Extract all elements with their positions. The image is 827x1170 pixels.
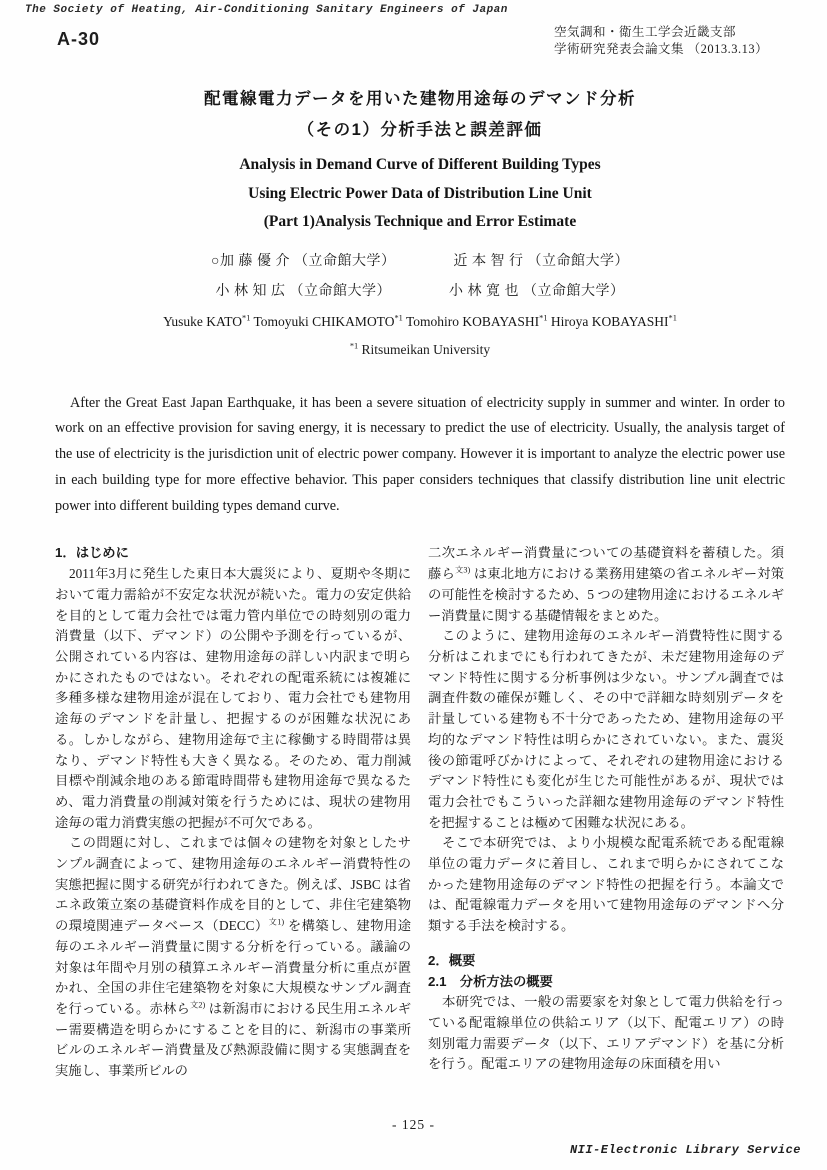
author-name: ○加 藤 優 介 （立命館大学）	[211, 253, 396, 269]
text-run: このように、建物用途毎のエネルギー消費特性に関する分析はこれまでにも行われてきたが、未だ建物用途毎のデマンド特性に関する分析事例は少ない。サンプル調査では調査件数の確保が難しく、その中で詳細な時刻別データを計量している建物も不十分であったため、建物用途毎の平均的なデマンド特性は明らかにされていない。また、震災後の節電呼びかけによって、それぞれの建物用途におけるデマンド特性にも変化が生じた可能性があるが、現状では電力会社でもこういった詳細な建物用途毎のデマンド特性を把握することは極めて困難な状況にある。	[428, 628, 784, 830]
text-run: Tomohiro KOBAYASHI	[402, 313, 540, 329]
body-paragraph	[428, 833, 784, 937]
text-run: 2.1 分析方法の概要	[428, 973, 553, 989]
text-run: そこで本研究では、より小規模な配電系統である配電線単位の電力データに着目し、これまで明らかにされてこなかった建物用途毎のデマンド特性の把握を行う。本論文では、配電線電力データを用いて建物用途毎のデマンドへ分類する手法を検討する。	[428, 835, 784, 934]
text-run: Yusuke KATO	[163, 313, 243, 329]
reference-superscript: 文1)	[268, 917, 285, 927]
text-run: 2．概要	[428, 952, 476, 968]
section-heading	[428, 951, 784, 972]
author-row	[55, 247, 785, 277]
text-run: 本研究では、一般の需要家を対象として電力供給を行っている配電線単位の供給エリア（以下、配電エリア）の時刻別電力需要データ（以下、エリアデマンド）を基に分析を行う。配電エリアの建物用途毎の床面積を用い	[428, 994, 784, 1072]
body-paragraph	[55, 833, 411, 1081]
reference-superscript: *1	[394, 313, 403, 322]
text-run: は新潟市における民生用エネルギー需要構造を明らかにすることを目的に、新潟市の事業所ビルのエネルギー消費量及び熱源設備に関する実態調査を実施し、事業所ビルの	[55, 1000, 412, 1079]
reference-superscript: 文3)	[455, 565, 471, 575]
text-run: を構築し、建物用途毎のエネルギー消費量に関する分析を行っている。議論の対象は年間や月別の積算エネルギー消費量分析に重点が置かれ、全国の非住宅建築物を対象に大規模なサンプル調査を行っている。赤林ら	[55, 918, 412, 1016]
author-name: 近 本 智 行 （立命館大学）	[453, 253, 629, 269]
author-name: 小 林 知 広 （立命館大学）	[215, 283, 391, 299]
library-service-label: NII-Electronic Library Service	[569, 1143, 801, 1157]
text-run: 二次エネルギー消費量についての基礎資料を蓄積した。須藤ら	[428, 545, 784, 582]
author-name: 小 林 寛 也 （立命館大学）	[449, 283, 625, 299]
title-english-line2: Using Electric Power Data of Distribution Line Unit	[248, 184, 592, 202]
reference-superscript: 文2)	[189, 1000, 206, 1010]
paper-body	[55, 88, 785, 1082]
left-column	[55, 543, 411, 1081]
text-run: 2011年3月に発生した東日本大震災により、夏期や冬期において電力需給が不安定な状況が続いた。電力の安定供給を目的として電力会社では電力管内単位での時刻別の電力消費量（以下、デマンド）の公開や予測を行っているが、公開されている内容は、建物用途毎の詳しい内訳まで明らかにされたものではない。それぞれの配電系統には複雑に多種多様な建物用途が混在しており、電力会社でも建物用途毎のデマンドを計量し、把握するのが困難な状況にある。しかしながら、建物用途毎で主に稼働する時間帯は異なり、デマンド特性も大きく異なる。そのため、電力削減目標や削減余地のある節電時間帯も建物用途毎で異なるため、電力消費量の削減対策を行うためには、現状の建物用途毎の電力消費実態の把握が不可欠である。	[55, 566, 411, 830]
body-paragraph	[55, 564, 411, 833]
title-english	[55, 151, 785, 237]
title-english-line3: (Part 1)Analysis Technique and Error Estimate	[263, 213, 577, 230]
body-paragraph	[428, 992, 784, 1075]
reference-superscript: *1	[539, 313, 548, 322]
title-japanese-line1: 配電線電力データを用いた建物用途毎のデマンド分析	[204, 90, 636, 108]
right-column	[428, 543, 784, 1081]
conference-branch: 空気調和・衛生工学会近畿支部	[554, 25, 737, 39]
body-paragraph	[428, 626, 784, 833]
section-heading	[428, 972, 784, 993]
paper-id: A-30	[57, 29, 101, 49]
text-run: は東北地方における業務用建築の省エネルギー対策の可能性を検討するため、5 つの建物用途におけるエネルギー消費量に関する基礎情報をまとめた。	[428, 566, 785, 623]
conference-info	[554, 24, 768, 58]
section-heading	[55, 543, 411, 564]
two-column-body	[55, 543, 785, 1081]
text-run: Hiroya KOBAYASHI	[547, 313, 669, 329]
text-run: 1．はじめに	[55, 545, 129, 561]
text-run: Ritsumeikan University	[358, 341, 491, 357]
library-scan-header: The Society of Heating, Air-Conditioning Sanitary Engineers of Japan	[25, 4, 508, 16]
text-run: この問題に対し、これまでは個々の建物を対象としたサンプル調査によって、建物用途毎のエネルギー消費特性の実態把握に関する研究が行われてきた。例えば、JSBC は省エネ政策立案の基礎資料作成を目的として、非住宅建築物の環境関連データベース（DECC）	[55, 835, 411, 934]
conference-proceedings: 学術研究発表会論文集 （2013.3.13）	[554, 42, 769, 56]
abstract-paragraph: After the Great East Japan Earthquake, it has been a severe situation of electricity supply in summer and winter. In order to work on an effective provision for saving energy, it is necessary to predict the use of electricity. Usually, the analysis target of the use of electricity is the jurisdiction unit of electric power company. However it is important to analyze the electric power use in each building type for more effective behavior. This paper considers techniques that classify distribution line unit electric power into different building types demand curve.	[55, 394, 785, 514]
authors-japanese	[55, 247, 785, 307]
title-japanese-line2: （その1）分析手法と誤差評価	[297, 121, 543, 139]
author-row	[55, 277, 785, 307]
title-english-line1: Analysis in Demand Curve of Different Building Types	[239, 156, 601, 173]
reference-superscript: *1	[668, 313, 677, 322]
body-paragraph	[428, 543, 784, 626]
page-number: - 125 -	[392, 1117, 435, 1132]
text-run: Tomoyuki CHIKAMOTO	[250, 313, 395, 329]
reference-superscript: *1	[242, 313, 251, 322]
reference-superscript: *1	[349, 341, 359, 350]
authors-english	[55, 310, 785, 334]
affiliation	[55, 339, 785, 361]
